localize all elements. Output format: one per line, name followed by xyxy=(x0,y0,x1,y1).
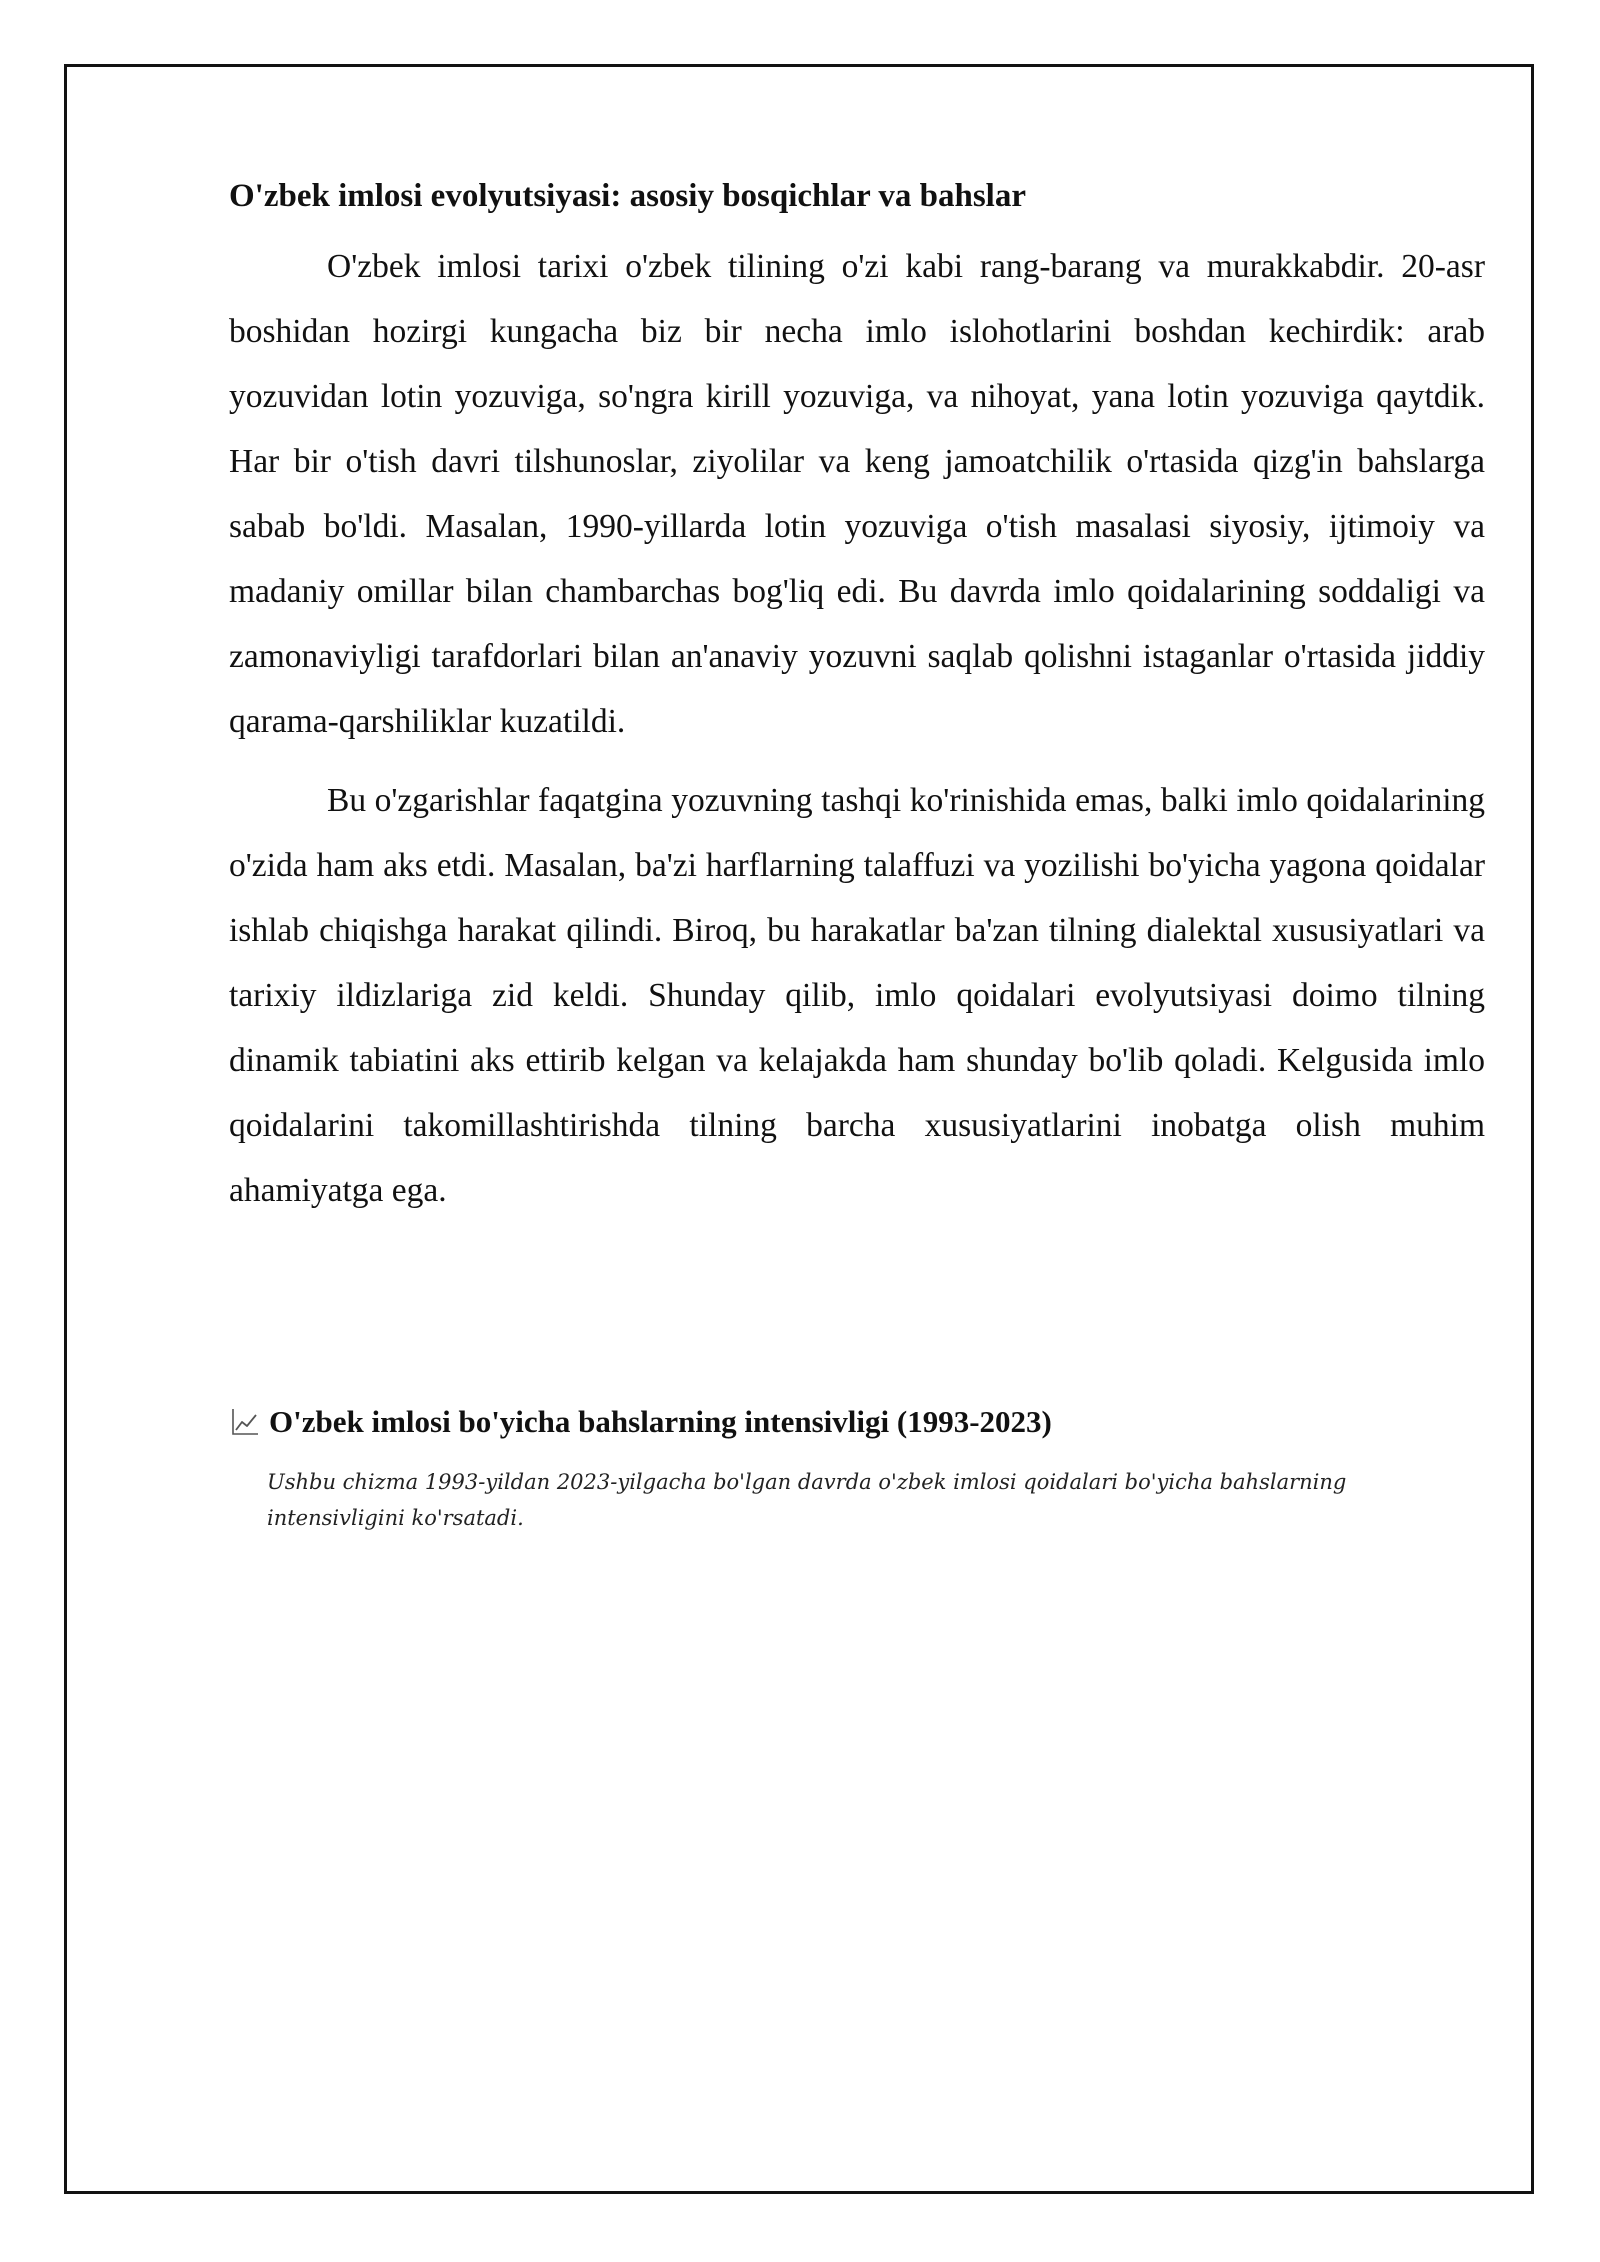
document-title: O'zbek imlosi evolyutsiyasi: asosiy bosqichlar va bahslar xyxy=(229,178,1026,214)
paragraph-2: Bu o'zgarishlar faqatgina yozuvning tashqi ko'rinishida emas, balki imlo qoidalarining o'zida ham aks etdi. Masalan, ba'zi harflarning talaffuzi va yozilishi bo'yicha yagona qoidalar ishlab chiqishga harakat qilindi. Biroq, bu harakatlar ba'zan tilning dialektal xususiyatlari va tarixiy ildizlariga zid keldi. Shunday qilib, imlo qoidalari evolyutsiyasi doimo tilning dinamik tabiatini aks ettirib kelgan va kelajakda ham shunday bo'lib qoladi. Kelgusida imlo qoidalarini takomillashtirishda tilning barcha xususiyatlarini inobatga olish muhim ahamiyatga ega. xyxy=(229,782,1485,1209)
paragraph-1: O'zbek imlosi tarixi o'zbek tilining o'zi kabi rang-barang va murakkabdir. 20-asr boshidan hozirgi kungacha biz bir necha imlo islohotlarini boshdan kechirdik: arab yozuvidan lotin yozuviga, so'ngra kirill yozuviga, va nihoyat, yana lotin yozuviga qaytdik. Har bir o'tish davri tilshunoslar, ziyolilar va keng jamoatchilik o'rtasida qizg'in bahslarga sabab bo'ldi. Masalan, 1990-yillarda lotin yozuviga o'tish masalasi siyosiy, ijtimoiy va madaniy omillar bilan chambarchas bog'liq edi. Bu davrda imlo qoidalarining soddaligi va zamonaviyligi tarafdorlari bilan an'anaviy yozuvni saqlab qolishni istaganlar o'rtasida jiddiy qarama-qarshiliklar kuzatildi. xyxy=(229,248,1485,740)
document-body xyxy=(229,172,1485,1237)
figure-caption: Ushbu chizma 1993-yildan 2023-yilgacha bo'lgan davrda o'zbek imlosi qoidalari bo'yicha bahslarning intensivligini ko'rsatadi. xyxy=(267,1470,1347,1530)
figure-heading xyxy=(229,1400,1485,1444)
chart-line-icon xyxy=(229,1406,261,1438)
figure-title: O'zbek imlosi bo'yicha bahslarning intensivligi (1993-2023) xyxy=(269,1404,1052,1439)
